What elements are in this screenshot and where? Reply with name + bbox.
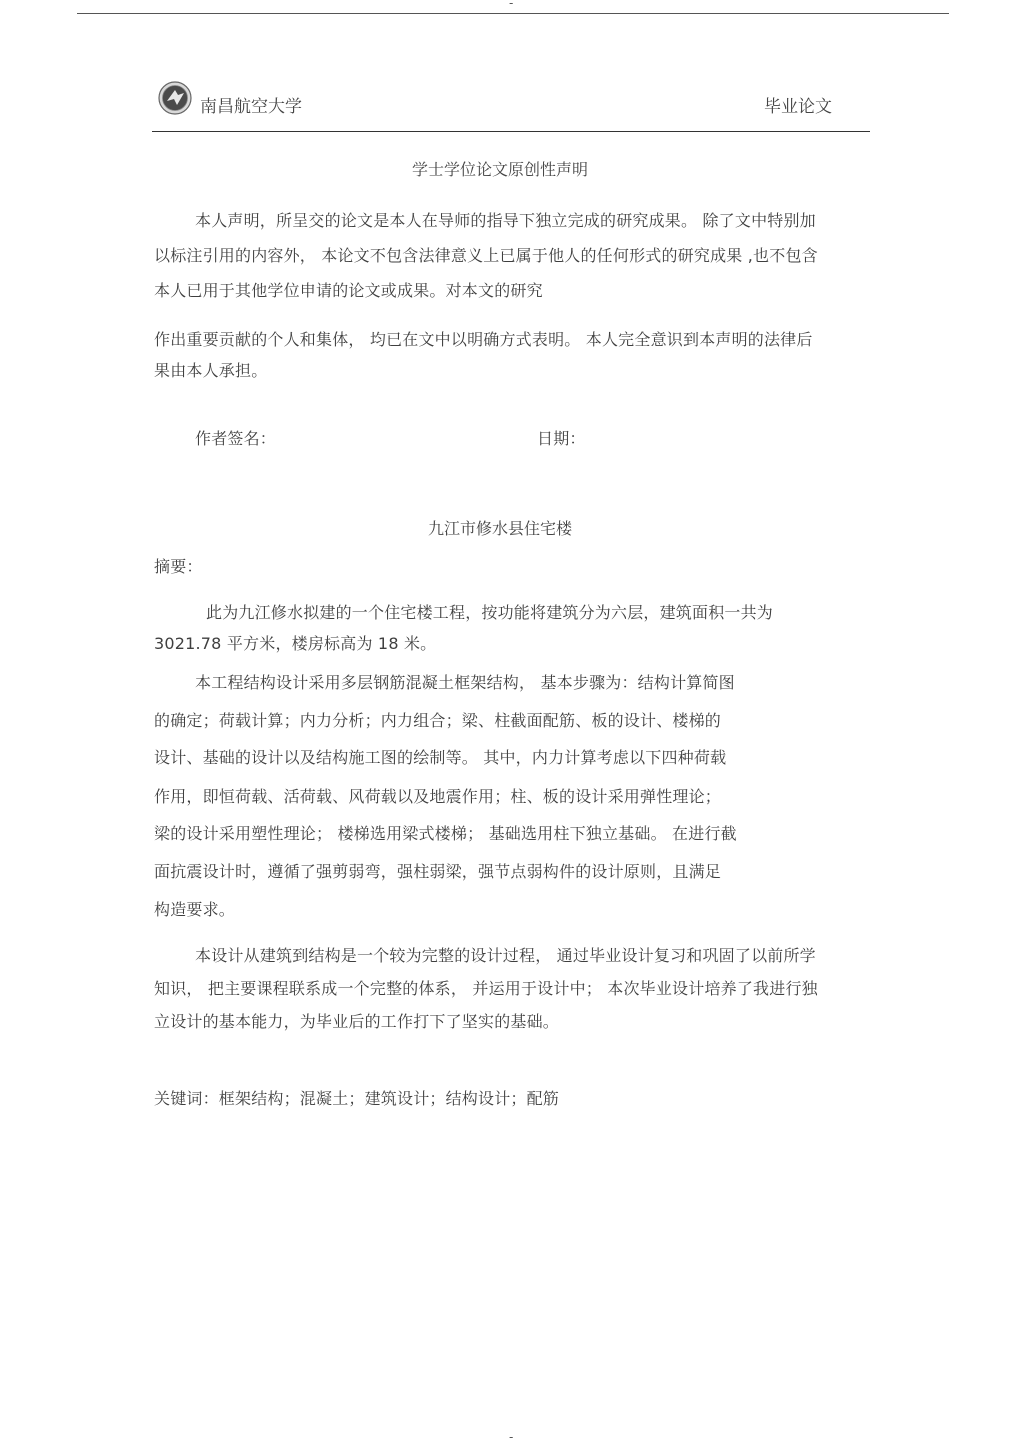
document-type: 毕业论文: [764, 97, 832, 117]
abstract-line: 设计、基础的设计以及结构施工图的绘制等。 其中，内力计算考虑以下四种荷载: [154, 748, 727, 767]
university-seal-icon: [158, 81, 192, 115]
declaration-line: 作出重要贡献的个人和集体， 均已在文中以明确方式表明。 本人完全意识到本声明的法律后: [154, 330, 813, 349]
date-label: 日期：: [537, 429, 586, 448]
signature-label: 作者签名：: [195, 429, 277, 448]
abstract-line: 知识， 把主要课程联系成一个完整的体系， 并运用于设计中； 本次毕业设计培养了我进行独: [154, 979, 818, 998]
top-rule: [77, 13, 949, 14]
declaration-line: 本人已用于其他学位申请的论文或成果。对本文的研究: [154, 281, 543, 300]
abstract-line: 本工程结构设计采用多层钢筋混凝土框架结构， 基本步骤为：结构计算简图: [195, 673, 735, 692]
abstract-line: 作用，即恒荷载、活荷载、风荷载以及地震作用；柱、板的设计采用弹性理论；: [154, 787, 722, 806]
school-name: 南昌航空大学: [200, 97, 302, 117]
abstract-line: 的确定；荷载计算；内力分析；内力组合；梁、柱截面配筋、板的设计、楼梯的: [154, 711, 722, 730]
abstract-title: 九江市修水县住宅楼: [427, 519, 572, 538]
abstract-line: 立设计的基本能力，为毕业后的工作打下了坚实的基础。: [154, 1012, 560, 1031]
declaration-line: 以标注引用的内容外， 本论文不包含法律意义上已属于他人的任何形式的研究成果 ,也不包含: [154, 246, 818, 265]
abstract-label: 摘要：: [154, 557, 203, 576]
abstract-line: 本设计从建筑到结构是一个较为完整的设计过程， 通过毕业设计复习和巩固了以前所学: [195, 946, 816, 965]
abstract-line: 面抗震设计时，遵循了强剪弱弯，强柱弱梁，强节点弱构件的设计原则，且满足: [154, 862, 722, 881]
abstract-line: 构造要求。: [154, 900, 236, 919]
declaration-line: 果由本人承担。: [154, 361, 268, 380]
abstract-line: 此为九江修水拟建的一个住宅楼工程，按功能将建筑分为六层，建筑面积一共为: [206, 603, 774, 622]
declaration-line: 本人声明，所呈交的论文是本人在导师的指导下独立完成的研究成果。 除了文中特别加: [195, 211, 816, 230]
header-rule: [152, 131, 870, 132]
abstract-line: 3021.78 平方米，楼房标高为 18 米。: [154, 634, 437, 653]
page-top-mark: -: [509, 0, 514, 10]
declaration-title: 学士学位论文原创性声明: [411, 160, 588, 179]
page-bottom-mark: -: [509, 1430, 514, 1444]
abstract-line: 梁的设计采用塑性理论； 楼梯选用梁式楼梯； 基础选用柱下独立基础。 在进行截: [154, 824, 737, 843]
keywords: 关键词：框架结构；混凝土；建筑设计；结构设计；配筋: [154, 1089, 560, 1108]
